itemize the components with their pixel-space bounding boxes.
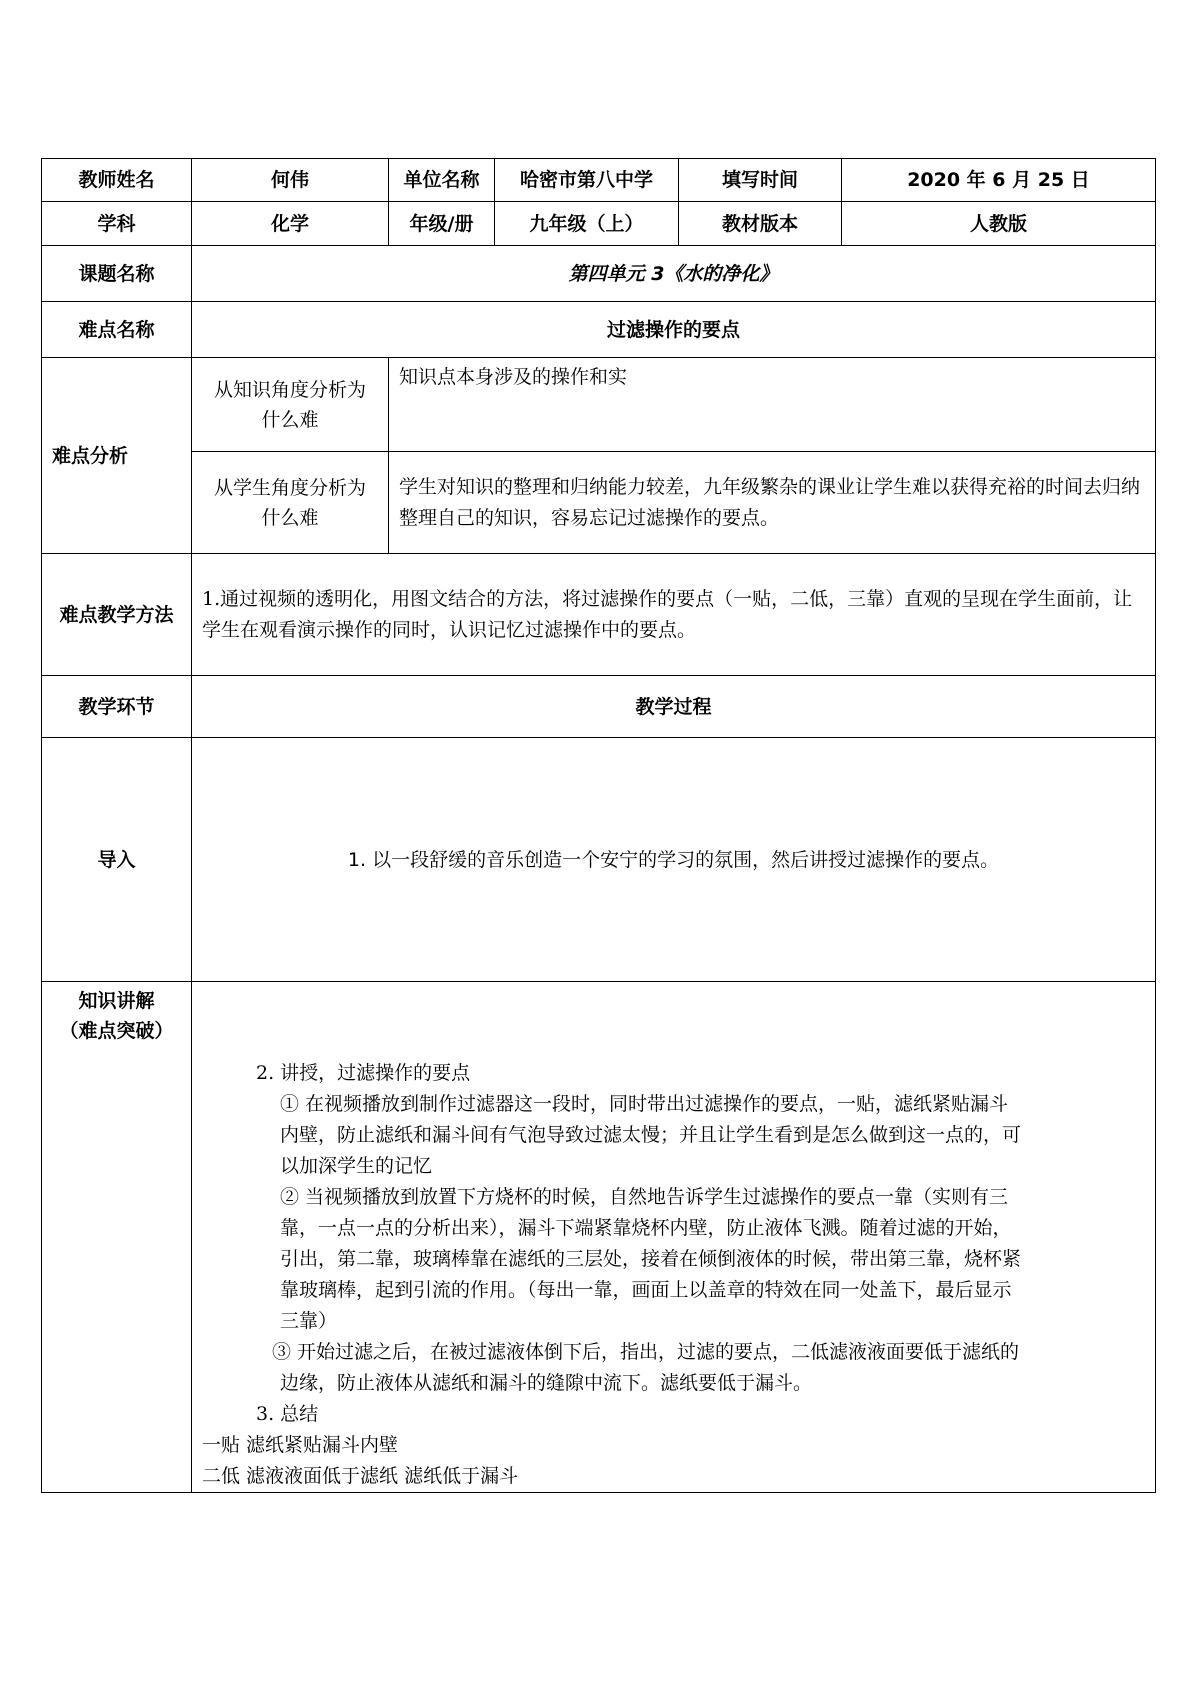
difficulty-row xyxy=(42,302,1156,358)
explain-label-line2: （难点突破） xyxy=(59,1020,174,1042)
student-angle-value: 学生对知识的整理和归纳能力较差，九年级繁杂的课业让学生难以获得充裕的时间去归纳整理自己的知识，容易忘记过滤操作的要点。 xyxy=(389,452,1156,554)
subject-value: 化学 xyxy=(192,202,389,246)
unit-value: 哈密市第八中学 xyxy=(495,159,679,202)
p1-line2: 内壁，防止滤纸和漏斗间有气泡导致过滤太慢；并且让学生看到是怎么做到这一点的，可 xyxy=(280,1124,1022,1146)
date-value: 2020 年 6 月 25 日 xyxy=(842,159,1156,202)
grade-value: 九年级（上） xyxy=(495,202,679,246)
p1-line3: 以加深学生的记忆 xyxy=(280,1155,433,1177)
difficulty-label: 难点名称 xyxy=(42,302,192,358)
student-angle-label: 从学生角度分析为什么难 xyxy=(192,452,389,554)
p2-line4: 靠玻璃棒，起到引流的作用。（每出一靠，画面上以盖章的特效在同一处盖下，最后显示 xyxy=(280,1279,1012,1301)
p2-line2: 靠，一点一点的分析出来），漏斗下端紧靠烧杯内壁，防止液体飞溅。随着过滤的开始， xyxy=(280,1217,1012,1239)
teacher-value: 何伟 xyxy=(192,159,389,202)
analysis-student-row xyxy=(42,452,1156,554)
process-header: 教学过程 xyxy=(192,676,1156,738)
teacher-label: 教师姓名 xyxy=(42,159,192,202)
method-label: 难点教学方法 xyxy=(42,554,192,676)
intro-value: 1. 以一段舒缓的音乐创造一个安宁的学习的氛围，然后讲授过滤操作的要点。 xyxy=(192,738,1156,982)
p3-line2: 边缘，防止液体从滤纸和漏斗的缝隙中流下。滤纸要低于漏斗。 xyxy=(280,1372,813,1394)
edition-value: 人教版 xyxy=(842,202,1156,246)
stage-header: 教学环节 xyxy=(42,676,192,738)
topic-value: 第四单元 3《水的净化》 xyxy=(192,246,1156,302)
method-value: 1.通过视频的透明化，用图文结合的方法，将过滤操作的要点（一贴，二低，三靠）直观的呈现在学生面前，让学生在观看演示操作的同时，认识记忆过滤操作中的要点。 xyxy=(192,554,1156,676)
date-label: 填写时间 xyxy=(679,159,842,202)
topic-label: 课题名称 xyxy=(42,246,192,302)
explain-label xyxy=(42,982,192,1493)
difficulty-value: 过滤操作的要点 xyxy=(192,302,1156,358)
item2-title: 2. 讲授，过滤操作的要点 xyxy=(256,1062,471,1084)
p2-line1: ② 当视频播放到放置下方烧杯的时候，自然地告诉学生过滤操作的要点一靠（实则有三 xyxy=(280,1186,1009,1208)
item3-title: 3. 总结 xyxy=(256,1403,319,1425)
p2-line5: 三靠） xyxy=(280,1310,338,1332)
knowledge-angle-value: 知识点本身涉及的操作和实 xyxy=(389,358,1156,452)
grade-label: 年级/册 xyxy=(389,202,495,246)
explain-label-line1: 知识讲解 xyxy=(78,990,155,1012)
header-row-1 xyxy=(42,159,1156,202)
process-header-row xyxy=(42,676,1156,738)
edition-label: 教材版本 xyxy=(679,202,842,246)
p3-line1: ③ 开始过滤之后，在被过滤液体倒下后，指出，过滤的要点，二低滤液液面要低于滤纸的 xyxy=(272,1341,1020,1363)
unit-label: 单位名称 xyxy=(389,159,495,202)
lesson-plan-table xyxy=(41,158,1156,1493)
topic-row xyxy=(42,246,1156,302)
summary-line1: 一贴 滤纸紧贴漏斗内壁 xyxy=(202,1434,399,1456)
subject-label: 学科 xyxy=(42,202,192,246)
summary-line2: 二低 滤液液面低于滤纸 滤纸低于漏斗 xyxy=(202,1465,519,1487)
explain-row xyxy=(42,982,1156,1493)
p1-line1: ① 在视频播放到制作过滤器这一段时，同时带出过滤操作的要点，一贴，滤纸紧贴漏斗 xyxy=(280,1093,1009,1115)
intro-label: 导入 xyxy=(42,738,192,982)
p2-line3: 引出，第二靠，玻璃棒靠在滤纸的三层处，接着在倾倒液体的时候，带出第三靠，烧杯紧 xyxy=(280,1248,1022,1270)
explain-content xyxy=(192,982,1156,1493)
analysis-label: 难点分析 xyxy=(42,358,192,554)
knowledge-angle-label: 从知识角度分析为什么难 xyxy=(192,358,389,452)
intro-row xyxy=(42,738,1156,982)
method-row xyxy=(42,554,1156,676)
header-row-2 xyxy=(42,202,1156,246)
analysis-knowledge-row xyxy=(42,358,1156,452)
